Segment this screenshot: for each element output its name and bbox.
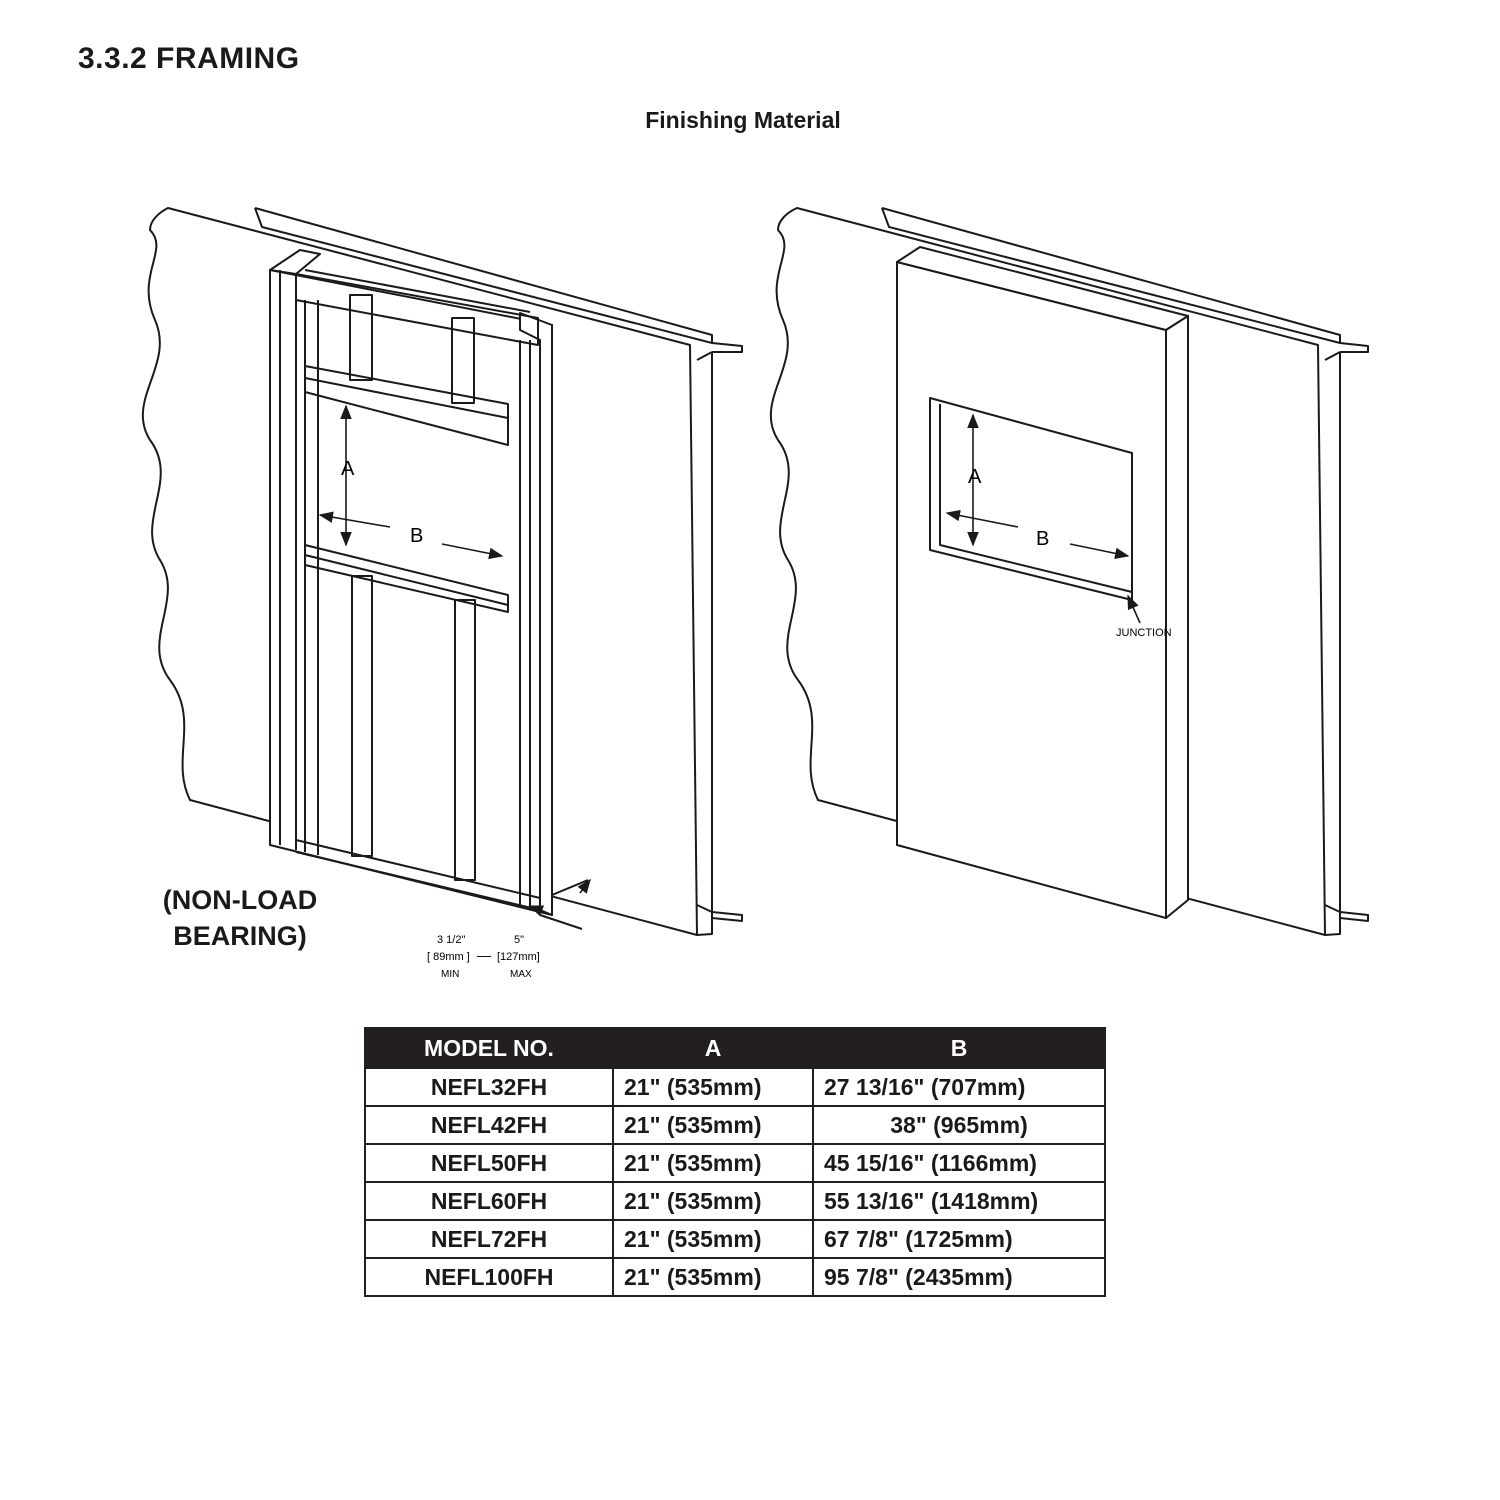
cell-model: NEFL100FH: [365, 1258, 613, 1296]
dim-min-value: 3 1/2": [437, 934, 466, 946]
cell-a: 21" (535mm): [613, 1068, 813, 1106]
cell-a: 21" (535mm): [613, 1258, 813, 1296]
dim-separator: —: [477, 947, 491, 963]
cell-a: 21" (535mm): [613, 1144, 813, 1182]
cell-b: 67 7/8" (1725mm): [813, 1220, 1105, 1258]
right-label-a: A: [968, 466, 982, 488]
cell-b: 95 7/8" (2435mm): [813, 1258, 1105, 1296]
cell-model: NEFL60FH: [365, 1182, 613, 1220]
cell-model: NEFL32FH: [365, 1068, 613, 1106]
left-wall-framing-figure: [143, 208, 742, 935]
right-label-b: B: [1036, 528, 1050, 550]
junction-label: JUNCTION: [1116, 627, 1172, 639]
non-load-line-1: (NON-LOAD: [162, 885, 318, 915]
table-row: [365, 1220, 1105, 1258]
table-row: [365, 1182, 1105, 1220]
cell-model: NEFL42FH: [365, 1106, 613, 1144]
left-label-b: B: [410, 525, 424, 547]
dim-min-note: MIN: [441, 969, 460, 980]
dim-min-metric: [ 89mm ]: [427, 951, 470, 963]
cell-b: 45 15/16" (1166mm): [813, 1144, 1105, 1182]
table-row: [365, 1106, 1105, 1144]
right-wall-finished-figure: [771, 208, 1368, 935]
cell-a: 21" (535mm): [613, 1220, 813, 1258]
dim-max-value: 5": [514, 934, 525, 946]
cell-a: 21" (535mm): [613, 1106, 813, 1144]
dim-max-metric: [127mm]: [497, 951, 540, 963]
header-a: A: [613, 1028, 813, 1068]
header-b: B: [813, 1028, 1105, 1068]
model-dimensions-table: [364, 1027, 1106, 1297]
figure-subheading: Finishing Material: [645, 107, 841, 133]
table-header-row: [365, 1028, 1105, 1068]
cell-b: 27 13/16" (707mm): [813, 1068, 1105, 1106]
section-heading: 3.3.2 FRAMING: [78, 42, 300, 75]
table-row: [365, 1258, 1105, 1296]
header-model: MODEL NO.: [365, 1028, 613, 1068]
cell-model: NEFL50FH: [365, 1144, 613, 1182]
cell-a: 21" (535mm): [613, 1182, 813, 1220]
cell-b: 55 13/16" (1418mm): [813, 1182, 1105, 1220]
non-load-bearing-note: [140, 882, 340, 954]
cell-model: NEFL72FH: [365, 1220, 613, 1258]
table-row: [365, 1144, 1105, 1182]
left-label-a: A: [341, 458, 355, 480]
non-load-line-2: BEARING): [173, 921, 307, 951]
table-row: [365, 1068, 1105, 1106]
cell-b: 38" (965mm): [813, 1106, 1105, 1144]
dim-max-note: MAX: [510, 969, 532, 980]
